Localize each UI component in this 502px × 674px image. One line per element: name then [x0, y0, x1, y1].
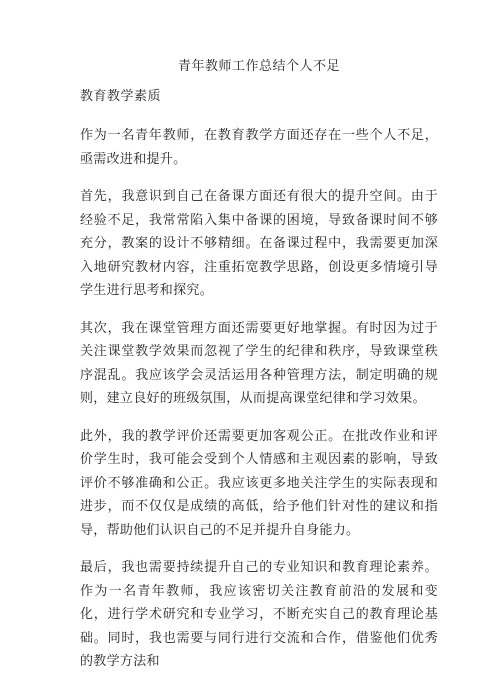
document-title: 青年教师工作总结个人不足 — [177, 59, 340, 74]
paragraph-intro: 作为一名青年教师，在教育教学方面还存在一些个人不足，亟需改进和提升。 — [80, 128, 438, 167]
paragraph-evaluation: 此外，我的教学评价还需要更加客观公正。在批改作业和评价学生时，我可能会受到个人情感和主观因素的影响，导致评价不够准确和公正。我应该更多地关注学生的实际表现和进步，而不仅仅是成绩的高低，给予他们针对性的建议和指导，帮助他们认识自己的不足并提升自身能力。 — [80, 428, 438, 538]
paragraph-classroom-management: 其次，我在课堂管理方面还需要更好地掌握。有时因为过于关注课堂教学效果而忽视了学生的纪律和秩序，导致课堂秩序混乱。我应该学会灵活运用各种管理方法，制定明确的规则，建立良好的班级氛围，从而提高课堂纪律和学习效果。 — [80, 320, 438, 406]
paragraph-professional-growth: 最后，我也需要持续提升自己的专业知识和教育理论素养。作为一名青年教师，我应该密切关注教育前沿的发展和变化，进行学术研究和专业学习，不断充实自己的教育理论基础。同时，我也需要与同行进行交流和合作，借鉴他们优秀的教学方法和 — [80, 560, 438, 669]
section-heading: 教育教学素质 — [80, 89, 162, 104]
paragraph-lesson-prep: 首先，我意识到自己在备课方面还有很大的提升空间。由于经验不足，我常常陷入集中备课的困境，导致备课时间不够充分，教案的设计不够精细。在备课过程中，我需要更加深入地研究教材内容，注重拓宽教学思路，创设更多情境引导学生进行思考和探究。 — [80, 189, 438, 298]
